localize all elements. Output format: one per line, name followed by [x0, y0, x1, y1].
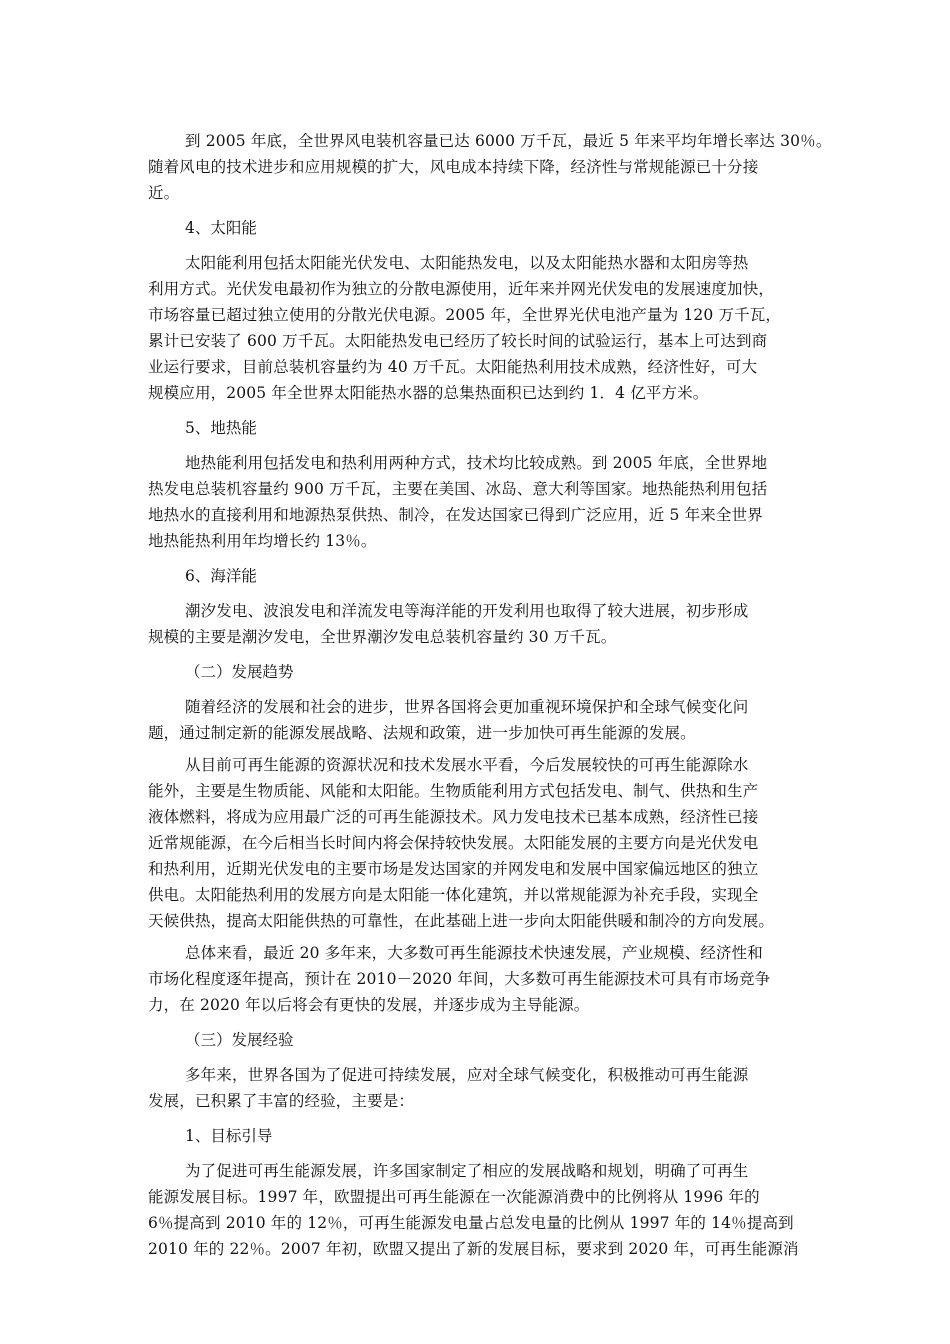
paragraph — [148, 250, 810, 406]
paragraph-line: 2010 年的 22％。2007 年初，欧盟又提出了新的发展目标，要求到 2020 年，可再生能源消 — [148, 1240, 799, 1258]
paragraph-line: 市场化程度逐年提高，预计在 2010－2020 年间，大多数可再生能源技术可具有市场竞争 — [148, 970, 771, 988]
paragraph-line: 为了促进可再生能源发展，许多国家制定了相应的发展战略和规划，明确了可再生 — [185, 1162, 749, 1180]
paragraph — [148, 694, 810, 746]
paragraph-line: 地热能热利用年均增长约 13％。 — [148, 532, 377, 550]
section-heading: 6、海洋能 — [185, 567, 257, 585]
paragraph-line: 规模应用，2005 年全世界太阳能热水器的总集热面积已达到约 1．4 亿平方米。 — [148, 384, 709, 402]
paragraph-line: 业运行要求，目前总装机容量约为 40 万千瓦。太阳能热利用技术成熟，经济性好，可大 — [148, 358, 758, 376]
paragraph-line: 从目前可再生能源的资源状况和技术发展水平看，今后发展较快的可再生能源除水 — [185, 756, 749, 774]
paragraph-line: 到 2005 年底，全世界风电装机容量已达 6000 万千瓦，最近 5 年来平均年增长率达 30％。 — [185, 132, 832, 150]
paragraph-line: 和热利用，近期光伏发电的主要市场是发达国家的并网发电和发展中国家偏远地区的独立 — [148, 860, 759, 878]
paragraph-line: 能源发展目标。1997 年，欧盟提出可再生能源在一次能源消费中的比例将从 1996 年的 — [148, 1188, 760, 1206]
paragraph-line: 规模的主要是潮汐发电，全世界潮汐发电总装机容量约 30 万千瓦。 — [148, 628, 617, 646]
paragraph-line: 市场容量已超过独立使用的分散光伏电源。2005 年，全世界光伏电池产量为 120 万千瓦， — [148, 306, 782, 324]
paragraph-line: 天候供热，提高太阳能供热的可靠性，在此基础上进一步向太阳能供暖和制冷的方向发展。 — [148, 912, 775, 930]
paragraph — [148, 450, 810, 554]
section-heading: 1、目标引导 — [185, 1127, 273, 1145]
paragraph-line: 利用方式。光伏发电最初作为独立的分散电源使用，近年来并网光伏发电的发展速度加快， — [148, 280, 775, 298]
paragraph — [148, 128, 832, 206]
section-heading: （三）发展经验 — [185, 1031, 294, 1049]
paragraph-line: 太阳能利用包括太阳能光伏发电、太阳能热发电，以及太阳能热水器和太阳房等热 — [185, 254, 749, 272]
paragraph-line: 多年来，世界各国为了促进可持续发展，应对全球气候变化，积极推动可再生能源 — [185, 1066, 749, 1084]
paragraph-line: 地热能利用包括发电和热利用两种方式，技术均比较成熟。到 2005 年底，全世界地 — [185, 454, 768, 472]
paragraph — [148, 940, 810, 1018]
paragraph-line: 近常规能源，在今后相当长时间内将会保持较快发展。太阳能发展的主要方向是光伏发电 — [148, 834, 759, 852]
paragraph — [148, 1158, 810, 1262]
section-heading: 4、太阳能 — [185, 219, 257, 237]
paragraph-line: 总体来看，最近 20 多年来，大多数可再生能源技术快速发展，产业规模、经济性和 — [185, 944, 763, 962]
paragraph-line: 随着经济的发展和社会的进步，世界各国将会更加重视环境保护和全球气候变化问 — [185, 698, 749, 716]
paragraph-line: 近。 — [148, 184, 180, 202]
paragraph-line: 力，在 2020 年以后将会有更快的发展，并逐步成为主导能源。 — [148, 996, 590, 1014]
section-heading: 5、地热能 — [185, 419, 257, 437]
paragraph-line: 发展，已积累了丰富的经验，主要是： — [148, 1092, 415, 1110]
paragraph-line: 液体燃料，将成为应用最广泛的可再生能源技术。风力发电技术已基本成熟，经济性已接 — [148, 808, 759, 826]
paragraph — [148, 752, 810, 934]
section-heading: （二）发展趋势 — [185, 663, 294, 681]
paragraph-line: 题，通过制定新的能源发展战略、法规和政策，进一步加快可再生能源的发展。 — [148, 724, 696, 742]
paragraph — [148, 1062, 810, 1114]
paragraph-line: 累计已安装了 600 万千瓦。太阳能热发电已经历了较长时间的试验运行，基本上可达到商 — [148, 332, 768, 350]
paragraph — [148, 598, 810, 650]
paragraph-line: 6％提高到 2010 年的 12％，可再生能源发电量占总发电量的比例从 1997 年的 14％提高到 — [148, 1214, 794, 1232]
paragraph-line: 潮汐发电、波浪发电和洋流发电等海洋能的开发利用也取得了较大进展，初步形成 — [185, 602, 749, 620]
paragraph-line: 供电。太阳能热利用的发展方向是太阳能一体化建筑，并以常规能源为补充手段，实现全 — [148, 886, 759, 904]
paragraph-line: 能外，主要是生物质能、风能和太阳能。生物质能利用方式包括发电、制气、供热和生产 — [148, 782, 759, 800]
paragraph-line: 地热水的直接利用和地源热泵供热、制冷，在发达国家已得到广泛应用，近 5 年来全世界 — [148, 506, 763, 524]
paragraph-line: 随着风电的技术进步和应用规模的扩大，风电成本持续下降，经济性与常规能源已十分接 — [148, 158, 759, 176]
document-body — [148, 128, 832, 1262]
paragraph-line: 热发电总装机容量约 900 万千瓦，主要在美国、冰岛、意大利等国家。地热能热利用包括 — [148, 480, 768, 498]
